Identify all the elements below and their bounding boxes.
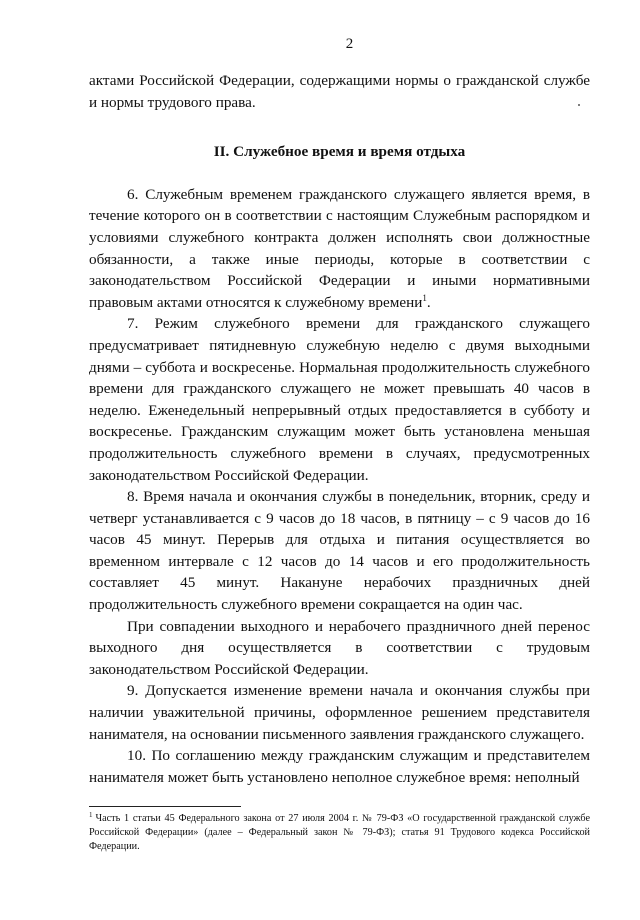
paragraph-9: 9. Допускается изменение времени начала и окончания службы при наличии уважительной причины, оформленное решением представителя нанимателя, на основании письменного заявления гражданского служащего.: [89, 682, 590, 743]
footnote-text: Часть 1 статьи 45 Федерального закона от 27 июля 2004 г. № 79-ФЗ «О государственной гражданской службе Российской Федерации» (далее – Федеральный закон № 79-ФЗ); статья 91 Трудового кодекса Российской Федерации.: [89, 813, 590, 852]
footnote-divider: [89, 806, 241, 807]
section-heading: II. Служебное время и время отдыха: [213, 143, 466, 161]
document-body: [89, 70, 590, 788]
paragraph-8-continuation: При совпадении выходного и нерабочего праздничного дней перенос выходного дня осуществляется в соответствии с трудовым законодательством Российской Федерации.: [89, 617, 590, 678]
paragraph-10: 10. По соглашению между гражданским служащим и представителем нанимателя может быть установлено неполное служебное время: неполный: [89, 747, 590, 786]
footnote-reference[interactable]: 1: [422, 292, 427, 303]
scan-speck: [578, 104, 580, 106]
intro-paragraph: актами Российской Федерации, содержащими нормы о гражданской службе и нормы трудового права.: [89, 72, 590, 111]
footnote: [89, 812, 590, 854]
paragraph-6-end: .: [426, 293, 431, 311]
footnote-mark: 1: [89, 810, 93, 819]
paragraph-6-text: 6. Служебным временем гражданского служащего является время, в течение которого он в соответствии с настоящим Служебным распорядком и условиями служебного контракта должен исполнять свои должностные обязанности, а также иные периоды, которые в соответствии с законодательством Российской Федерации и иными нормативными правовым актами относятся к служебному времени: [89, 185, 590, 311]
page-number: 2: [345, 36, 354, 52]
paragraph-6: [89, 184, 590, 314]
paragraph-7: 7. Режим служебного времени для гражданского служащего предусматривает пятидневную служебную неделю с двумя выходными днями – суббота и воскресенье. Нормальная продолжительность служебного времени для гражданского служащего не может превышать 40 часов в неделю. Еженедельный непрерывный отдых предоставляется в субботу и воскресенье. Гражданским служащим может быть установлена меньшая продолжительность служебного времени в случаях, предусмотренных законодательством Российской Федерации.: [89, 315, 590, 484]
paragraph-8: 8. Время начала и окончания службы в понедельник, вторник, среду и четверг устанавливается с 9 часов до 18 часов, в пятницу – с 9 часов до 16 часов 45 минут. Перерыв для отдыха и питания осуществляется во временном интервале с 12 часов до 14 часов и его продолжительность составляет 45 минут. Накануне нерабочих праздничных дней продолжительность служебного времени сокращается на один час.: [89, 488, 590, 614]
